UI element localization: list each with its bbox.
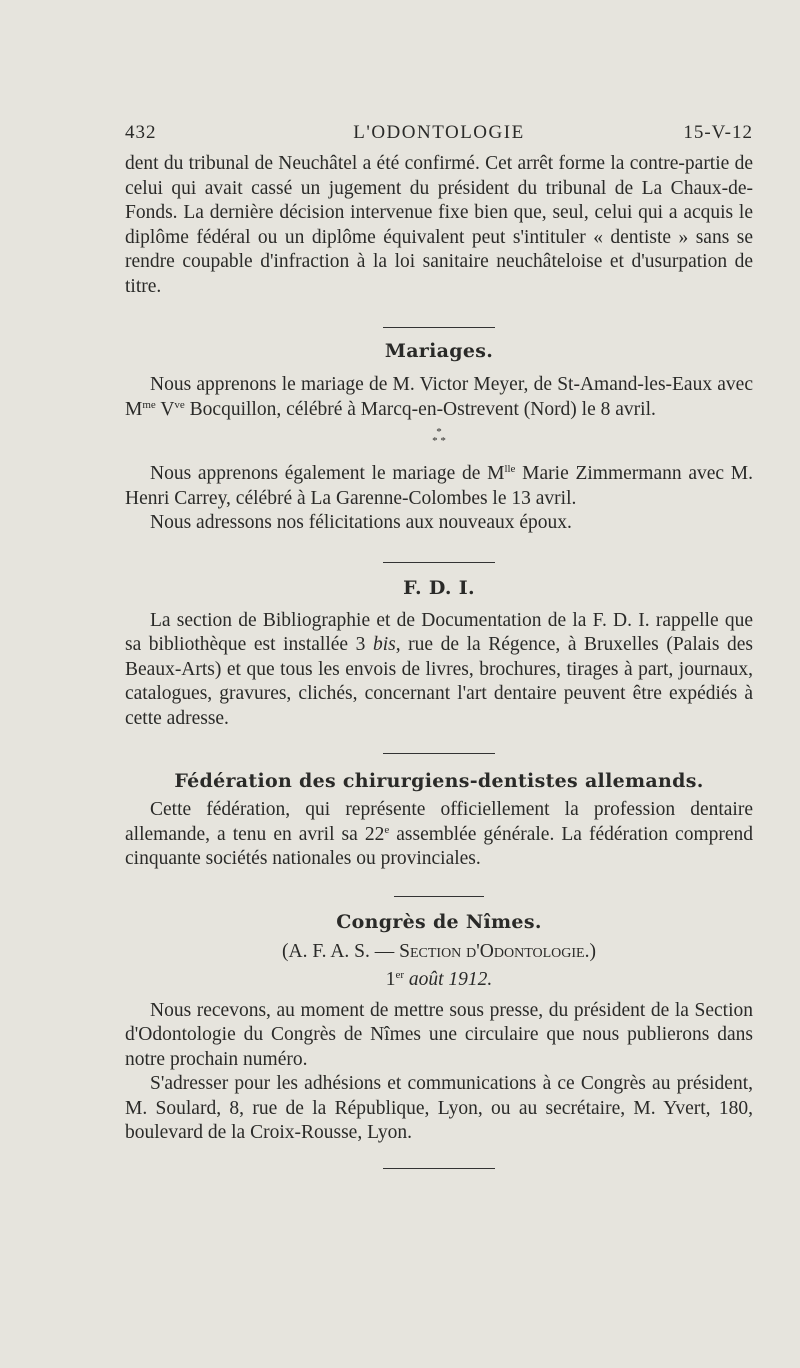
mariage-paragraph-2: Nous apprenons également le mariage de $M^{lle}$ Marie Zimmermann avec M. Henri Carrey, célébré à La Garenne-Colombes le 13 avril. <box>125 463 753 509</box>
congres-subtitle: (A. F. A. S. — Section d'Odontologie.) <box>282 940 596 962</box>
mariage-paragraph-1: Nous apprenons le mariage de M. Victor Meyer, de St-Amand-les-Eaux avec $M^{me}$ $V^{ve}$ Bocquillon, célébré à Marcq-en-Ostrevent (Nord) le 8 avril. <box>125 374 753 420</box>
page-number: 432 <box>125 122 157 143</box>
fdi-paragraph: La section de Bibliographie et de Documentation de la F. D. I. rappelle que sa bibliothèque est installée 3 bis, rue de la Régence, à Bruxelles (Palais des Beaux-Arts) et que tous les envois de livres, brochures, tirages à part, journaux, catalogues, gravures, clichés, concernant l'art dentaire peuvent être expédiés à cette adresse. <box>125 609 753 729</box>
section-rule <box>383 1168 495 1169</box>
congres-heading: Congrès de Nîmes. <box>336 910 542 933</box>
asterism: * * * <box>432 426 446 447</box>
mariages-heading: Mariages. <box>384 340 494 362</box>
congres-paragraph-1: Nous recevons, au moment de mettre sous presse, du président de la Section d'Odontologie du Congrès de Nîmes une circulaire que nous publierons dans notre prochain numéro. <box>125 999 753 1070</box>
section-rule <box>383 327 495 328</box>
issue-date: 15-V-12 <box>683 122 753 143</box>
congres-date: 1er août 1912. <box>385 968 493 990</box>
congres-paragraph-2: S'adresser pour les adhésions et communications à ce Congrès au président, M. Soulard, 8, rue de la République, Lyon, ou au secrétaire, M. Yvert, 180, boulevard de la Croix-Rousse, Lyon. <box>125 1073 753 1143</box>
article-body <box>125 152 753 1169</box>
fdi-heading: F. D. I. <box>403 576 475 599</box>
section-rule <box>394 896 484 897</box>
section-rule <box>383 562 495 563</box>
journal-title: L'ODONTOLOGIE <box>353 122 525 143</box>
section-rule <box>383 753 495 754</box>
federation-heading: Fédération des chirurgiens-dentistes allemands. <box>174 770 704 792</box>
federation-paragraph: Cette fédération, qui représente officiellement la profession dentaire allemande, a tenu en avril sa 22e assemblée générale. La fédération comprend cinquante sociétés nationales ou provinciales. <box>125 799 754 869</box>
mariage-paragraph-3: Nous adressons nos félicitations aux nouveaux époux. <box>150 512 572 533</box>
running-header <box>125 122 753 148</box>
intro-paragraph: dent du tribunal de Neuchâtel a été confirmé. Cet arrêt forme la contre-partie de celui qui avait cassé un jugement du président du tribunal de La Chaux-de-Fonds. La dernière décision intervenue fixe bien que, seul, celui qui a acquis le diplôme fédéral ou un diplôme équivalent peut s'intituler « dentiste » sans se rendre coupable d'infraction à la loi sanitaire neuchâteloise et d'usurpation de titre. <box>125 153 753 297</box>
